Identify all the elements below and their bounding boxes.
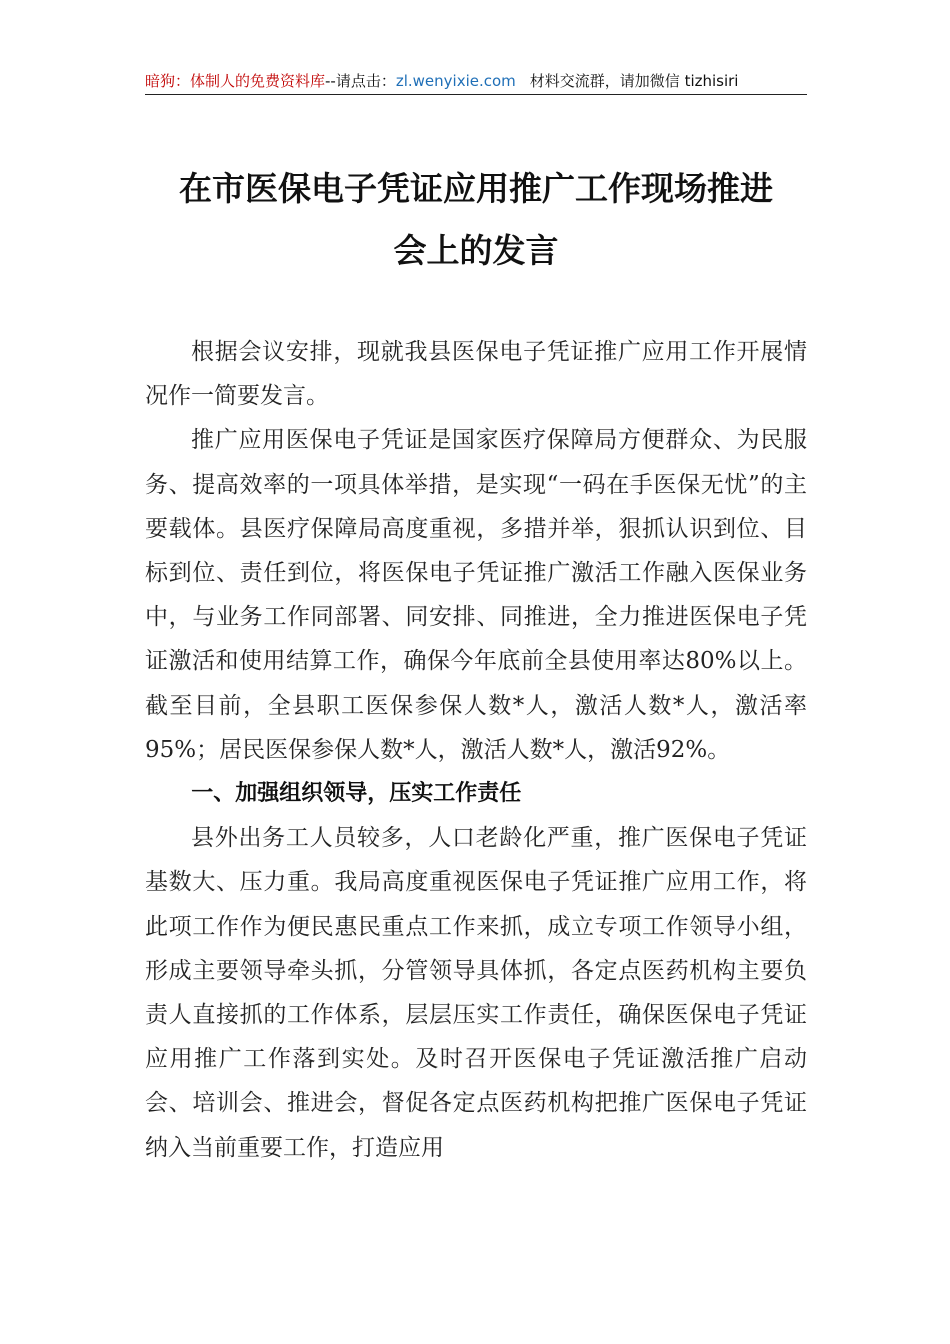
title-line-1: 在市医保电子凭证应用推广工作现场推进: [179, 169, 773, 208]
document-body: [145, 330, 807, 1170]
header-dash: --: [325, 72, 336, 90]
header-brand: 暗狗：体制人的免费资料库: [145, 72, 326, 90]
document-title: [145, 158, 807, 282]
page-header: [145, 68, 807, 94]
header-url-link[interactable]: zl.wenyixie.com: [395, 72, 516, 90]
header-prompt: 请点击：: [335, 72, 396, 90]
paragraph-intro: 根据会议安排，现就我县医保电子凭证推广应用工作开展情况作一简要发言。: [145, 339, 807, 410]
paragraph-section-1: 县外出务工人员较多，人口老龄化严重，推广医保电子凭证基数大、压力重。我局高度重视医保电子凭证推广应用工作，将此项工作作为便民惠民重点工作来抓，成立专项工作领导小组，形成主要领导牵头抓，分管领导具体抓，各定点医药机构主要负责人直接抓的工作体系，层层压实工作责任，确保医保电子凭证应用推广工作落到实处。及时召开医保电子凭证激活推广启动会、培训会、推进会，督促各定点医药机构把推广医保电子凭证纳入当前重要工作，打造应用: [145, 825, 807, 1161]
paragraph-overview: 推广应用医保电子凭证是国家医疗保障局方便群众、为民服务、提高效率的一项具体举措，是实现“一码在手医保无忧”的主要载体。县医疗保障局高度重视，多措并举，狠抓认识到位、目标到位、责任到位，将医保电子凭证推广激活工作融入医保业务中，与业务工作同部署、同安排、同推进，全力推进医保电子凭证激活和使用结算工作，确保今年底前全县使用率达80%以上。截至目前，全县职工医保参保人数*人，激活人数*人，激活率95%；居民医保参保人数*人，激活人数*人，激活92%。: [145, 427, 807, 763]
section-heading-1: 一、加强组织领导，压实工作责任: [191, 781, 522, 807]
header-divider: [145, 94, 807, 95]
header-contact: 材料交流群，请加微信 tizhisiri: [529, 72, 739, 90]
title-line-2: 会上的发言: [393, 231, 559, 270]
